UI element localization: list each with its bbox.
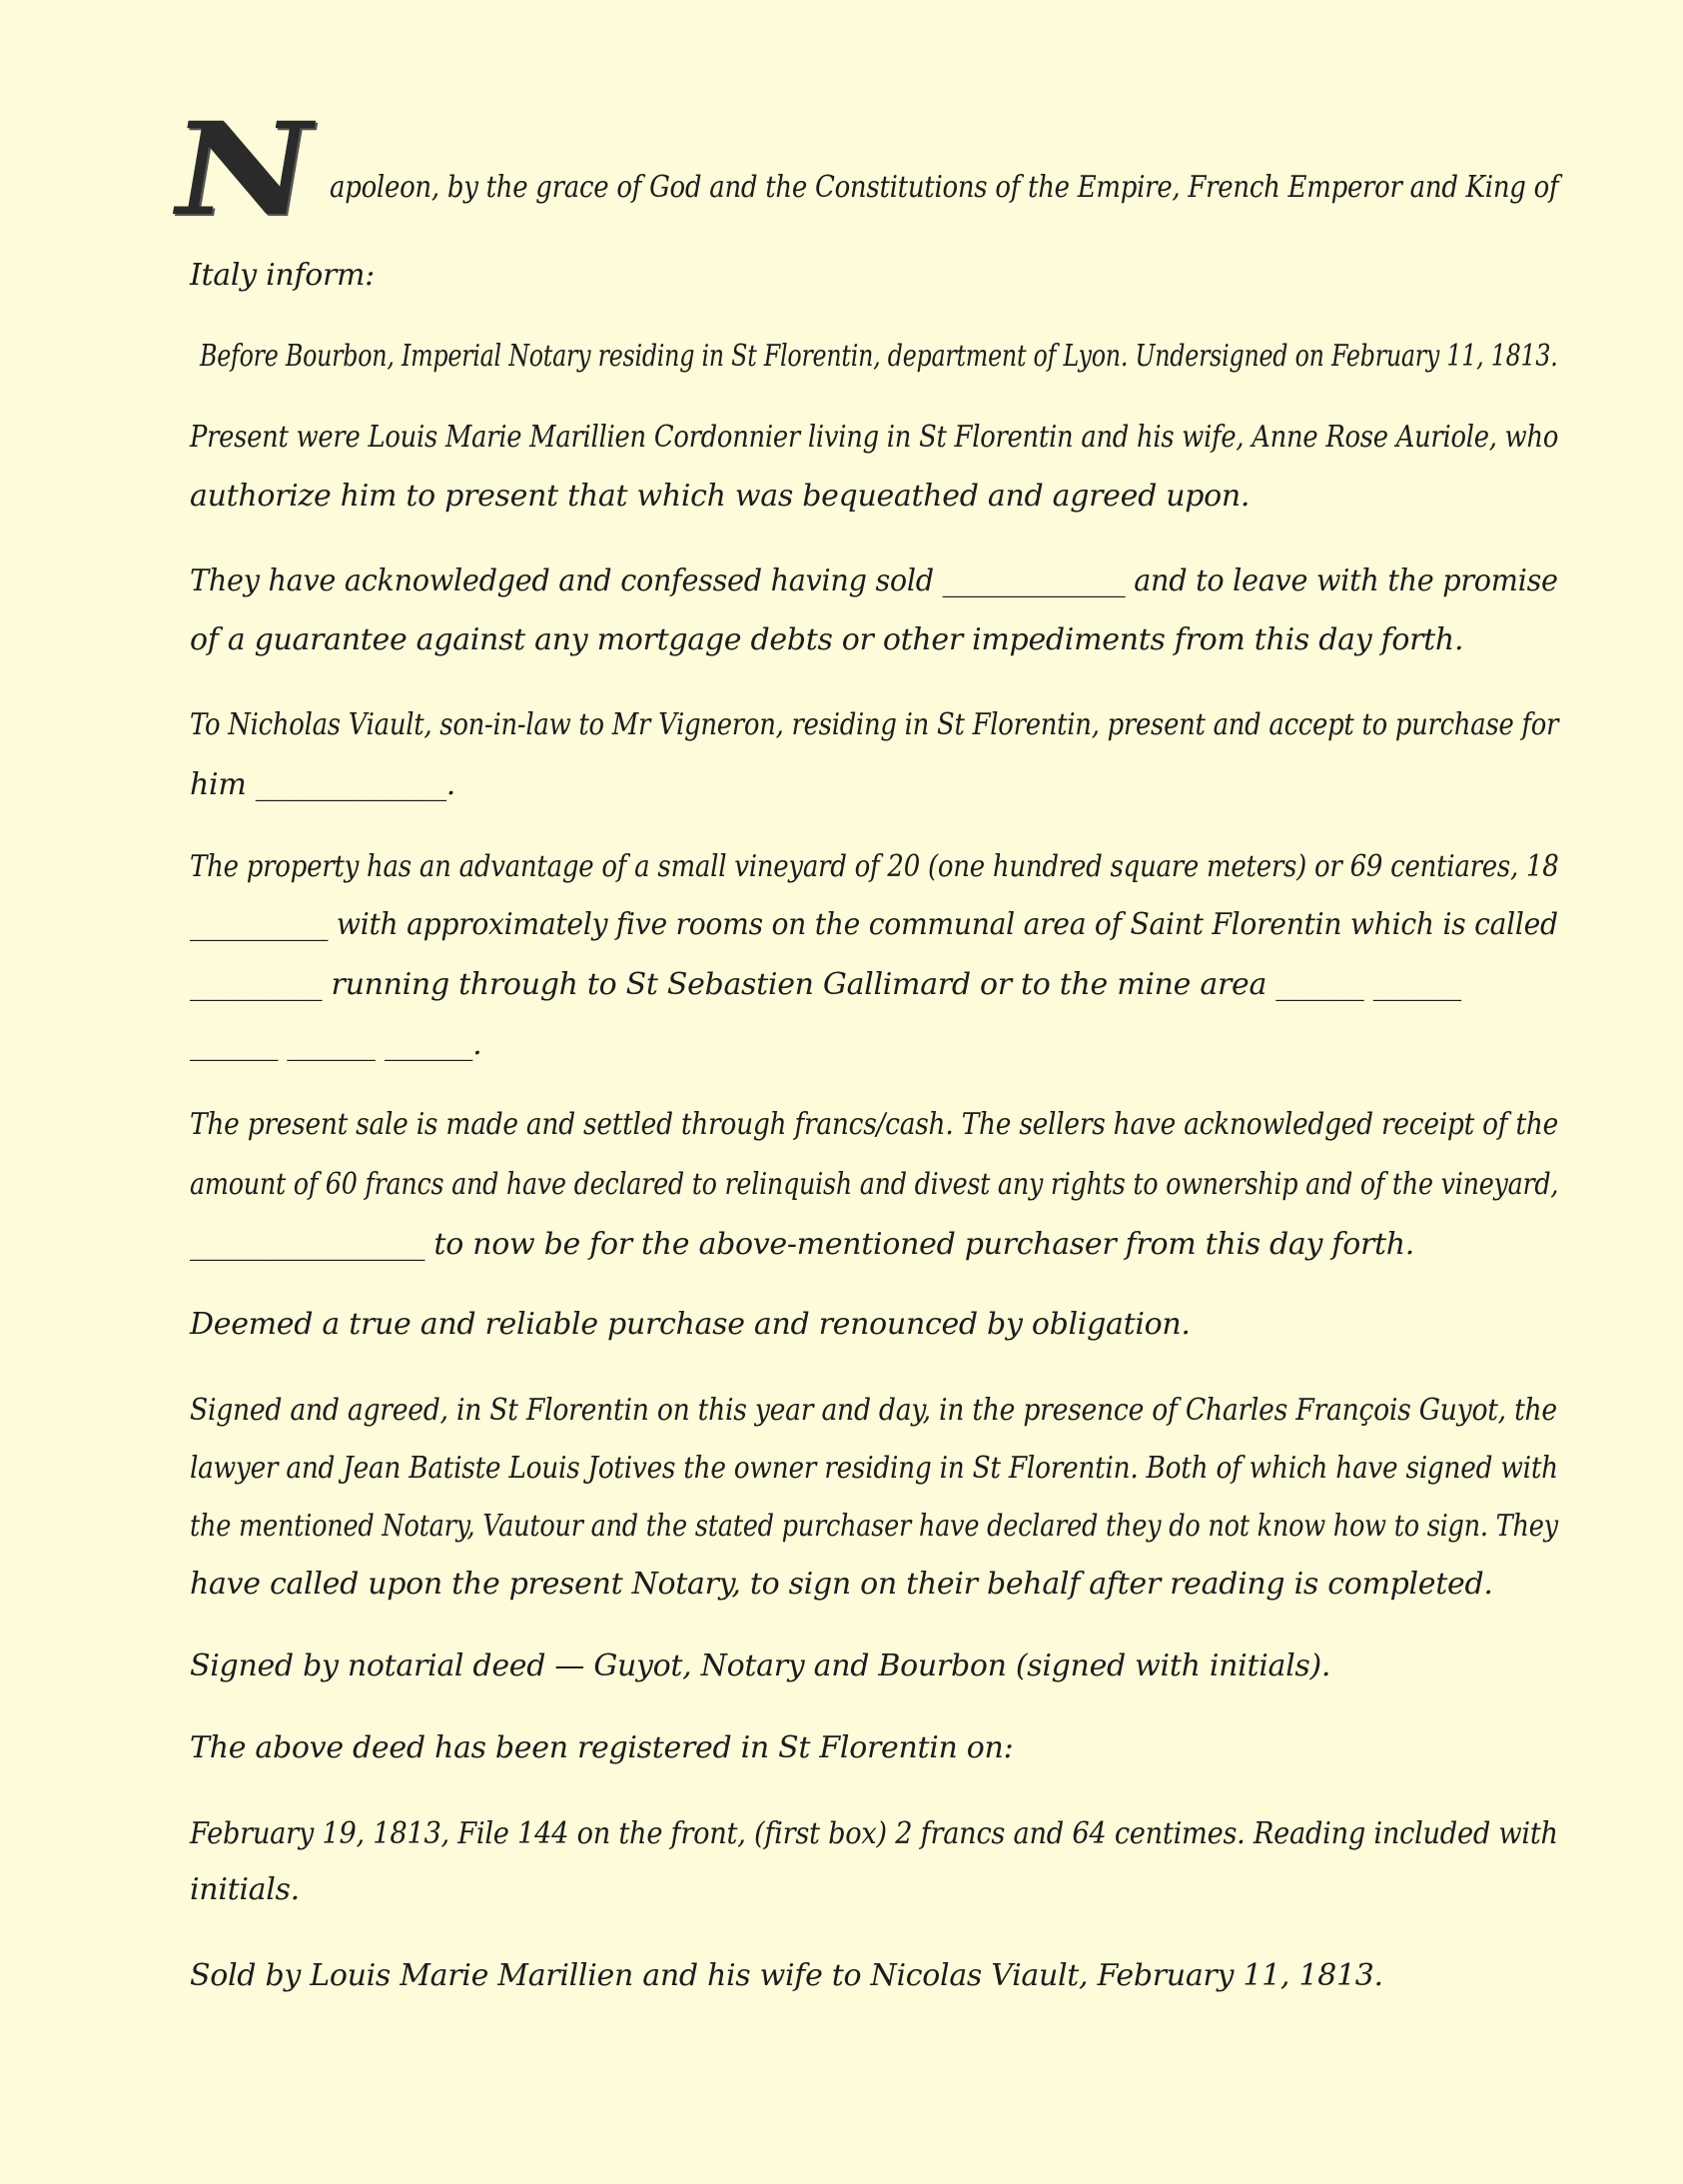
text-line-10: The property has an advantage of a small vineyard of 20 (one hundred square meters) or 69 centiares, 18: [190, 849, 1559, 884]
text-line-14: The present sale is made and settled through francs/cash. The sellers have acknowledged receipt of the: [190, 1107, 1558, 1142]
text-line-18: Signed and agreed, in St Florentin on this year and day, in the presence of Charles François Guyot, the: [190, 1393, 1557, 1428]
text-line-3: Before Bourbon, Imperial Notary residing in St Florentin, department of Lyon. Undersigned on February 11, 1813.: [200, 339, 1558, 373]
text-line-13: ______ ______ ______.: [190, 1027, 482, 1062]
text-line-23: The above deed has been registered in St Florentin on:: [190, 1730, 1014, 1765]
text-line-4: Present were Louis Marie Marillien Cordonnier living in St Florentin and his wife, Anne Rose Auriole, who: [190, 420, 1559, 455]
text-line-20: the mentioned Notary, Vautour and the stated purchaser have declared they do not know how to sign. They: [190, 1509, 1558, 1544]
text-line-9: him _____________.: [190, 767, 456, 802]
text-line-8: To Nicholas Viault, son-in-law to Mr Vigneron, residing in St Florentin, present and accept to purchase for: [190, 707, 1559, 742]
text-line-26: Sold by Louis Marie Marillien and his wife to Nicolas Viault, February 11, 1813.: [190, 1958, 1383, 1993]
text-line-17: Deemed a true and reliable purchase and renounced by obligation.: [190, 1307, 1191, 1342]
text-line-5: authorize him to present that which was bequeathed and agreed upon.: [190, 479, 1251, 514]
text-line-21: have called upon the present Notary, to sign on their behalf after reading is completed.: [190, 1567, 1493, 1602]
text-line-15: amount of 60 francs and have declared to relinquish and divest any rights to ownership and of the vineyard,: [190, 1167, 1559, 1202]
text-line-11: __________ with approximately five rooms on the communal area of Saint Florentin which is called: [190, 907, 1558, 942]
text-line-12: _________ running through to St Sebastien Gallimard or to the mine area ______ ______: [190, 967, 1461, 1002]
text-line-25: initials.: [190, 1872, 300, 1907]
text-line-16: ________________ to now be for the above-mentioned purchaser from this day forth.: [190, 1227, 1415, 1262]
text-line-19: lawyer and Jean Batiste Louis Jotives the owner residing in St Florentin. Both of which have signed with: [190, 1451, 1558, 1486]
text-line-7: of a guarantee against any mortgage debts or other impediments from this day forth.: [190, 622, 1464, 657]
text-line-6: They have acknowledged and confessed having sold _____________ and to leave with the promise: [190, 563, 1558, 598]
text-line-1: apoleon, by the grace of God and the Constitutions of the Empire, French Emperor and King of: [330, 170, 1559, 205]
text-line-2: Italy inform:: [190, 258, 375, 293]
text-line-22: Signed by notarial deed — Guyot, Notary and Bourbon (signed with initials).: [190, 1648, 1331, 1683]
drop-cap: N: [160, 95, 327, 245]
text-line-24: February 19, 1813, File 144 on the front, (first box) 2 francs and 64 centimes. Reading included with: [190, 1816, 1558, 1851]
